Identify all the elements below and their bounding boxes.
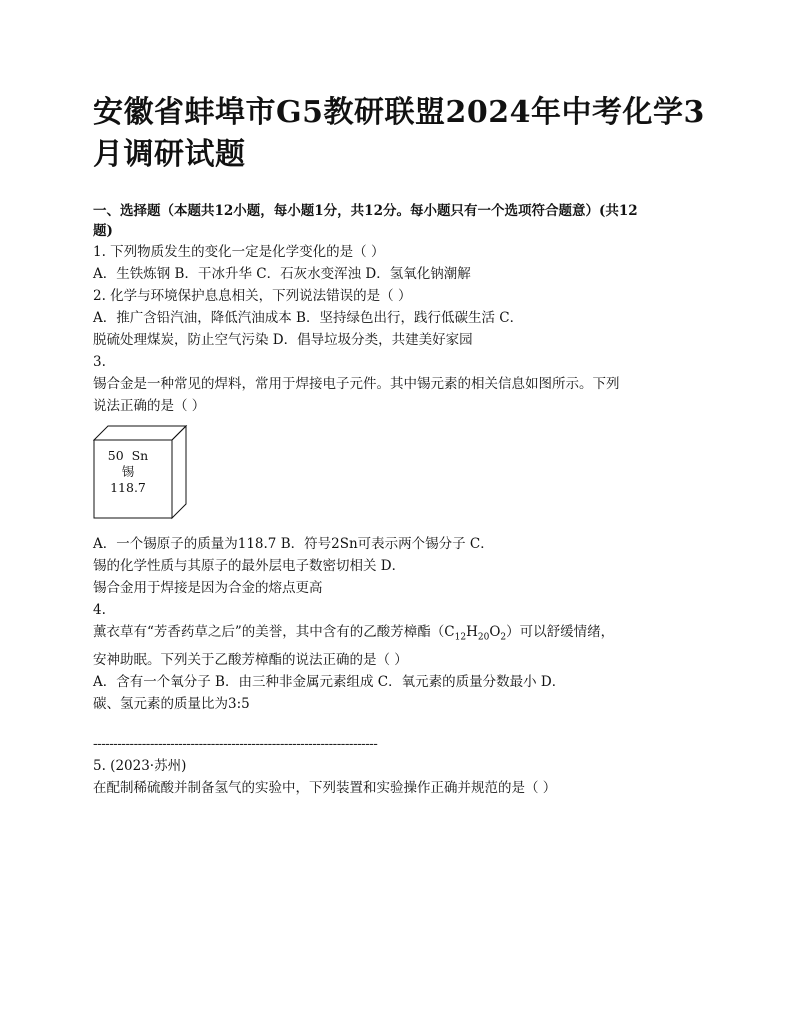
question-4-stem-text-a: 薰衣草有“芳香药草之后”的美誉，其中含有的乙酸芳樟酯（C (93, 624, 455, 640)
question-2-options-line-2: 脱硫处理煤炭，防止空气污染 D．倡导垃圾分类，共建美好家园 (93, 332, 473, 348)
document-page (93, 92, 705, 799)
question-1-options: A．生铁炼钢 B．干冰升华 C．石灰水变浑浊 D．氢氧化钠潮解 (93, 266, 471, 282)
question-4-stem-line-1 (93, 621, 705, 649)
question-1 (93, 241, 705, 285)
question-4-stem-text-b: ）可以舒缓情绪， (506, 624, 615, 640)
question-4 (93, 599, 705, 715)
question-3-stem-line-1: 锡合金是一种常见的焊料，常用于焊接电子元件。其中锡元素的相关信息如图所示。下列 (93, 376, 620, 392)
element-atomic-mass: 118.7 (110, 480, 146, 495)
question-4-number: 4. (93, 602, 106, 618)
question-2-options-line-1: A．推广含铅汽油，降低汽油成本 B．坚持绿色出行，践行低碳生活 C． (93, 310, 524, 326)
question-4-stem-line-2: 安神助眠。下列关于乙酸芳樟酯的说法正确的是（ ） (93, 651, 408, 668)
element-card (93, 425, 705, 525)
question-4-options-line-2: 碳、氢元素的质量比为3:5 (93, 695, 250, 712)
question-5 (93, 755, 705, 799)
section-heading-line-2: 题) (93, 223, 113, 239)
question-1-stem: 1. 下列物质发生的变化一定是化学变化的是（ ） (93, 244, 385, 260)
formula-sub-carbon: 12 (454, 632, 467, 643)
question-5-source: 5. (2023·苏州) (93, 757, 187, 774)
element-card-text (93, 448, 163, 496)
formula-oxygen: O (489, 624, 501, 640)
title-line-2: 月调研试题 (93, 137, 246, 172)
formula-sub-hydrogen: 20 (477, 632, 490, 643)
section-heading-line-1: 一、选择题（本题共12小题，每小题1分，共12分。每小题只有一个选项符合题意）(共12 (93, 203, 638, 219)
dashed-separator: ---------------------------------------------------------------------- (93, 735, 378, 752)
question-5-stem: 在配制稀硫酸并制备氢气的实验中，下列装置和实验操作正确并规范的是（ ） (93, 779, 557, 796)
question-2-stem: 2. 化学与环境保护息息相关，下列说法错误的是（ ） (93, 288, 412, 304)
question-3-options-line-2: 锡的化学性质与其原子的最外层电子数密切相关 D． (93, 558, 406, 574)
element-number-symbol-row (93, 448, 163, 464)
question-2 (93, 285, 705, 351)
question-3-options-line-1: A．一个锡原子的质量为118.7 B．符号2Sn可表示两个锡分子 C． (93, 536, 494, 552)
section-heading (93, 201, 705, 241)
formula-sub-oxygen: 2 (500, 632, 507, 643)
element-symbol: Sn (131, 448, 149, 463)
title-line-1: 安徽省蚌埠市G5教研联盟2024年中考化学3 (93, 95, 705, 130)
element-name: 锡 (121, 464, 135, 479)
question-3 (93, 351, 705, 599)
formula-hydrogen: H (466, 624, 478, 640)
question-3-options-line-3: 锡合金用于焊接是因为合金的熔点更高 (93, 580, 323, 596)
question-3-stem-line-2: 说法正确的是（ ） (93, 398, 206, 414)
document-title (93, 92, 705, 176)
question-4-options-line-1: A．含有一个氧分子 B．由三种非金属元素组成 C．氧元素的质量分数最小 D． (93, 673, 566, 690)
element-atomic-number: 50 (107, 448, 124, 463)
question-3-number: 3. (93, 354, 106, 370)
